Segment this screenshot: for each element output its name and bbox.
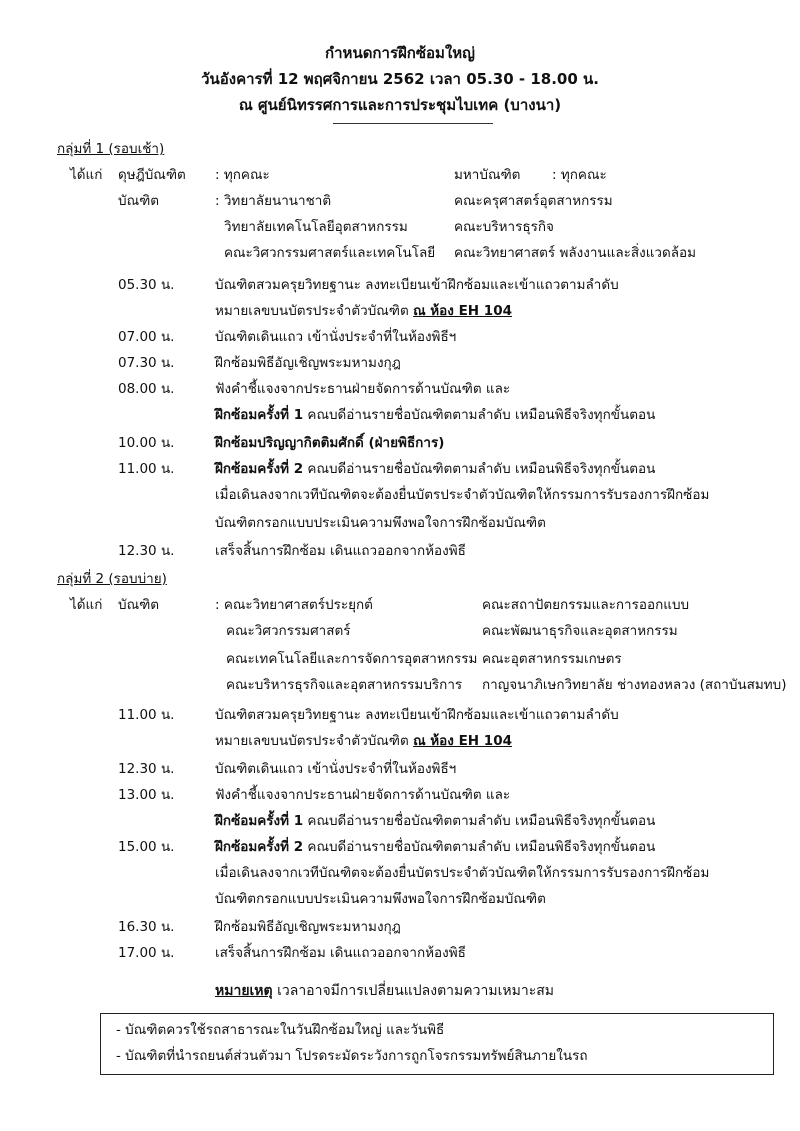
g1-time-1000: 10.00 น.	[118, 435, 175, 451]
g1-time-1230: 12.30 น.	[118, 543, 175, 559]
g2-rehearsal-2-label: ฝึกซ้อมครั้งที่ 2	[215, 839, 304, 855]
g1-time-0700: 07.00 น.	[118, 329, 175, 345]
g1-desc-1100-line1	[215, 460, 655, 478]
group1-to-label: ได้แก่	[70, 167, 103, 183]
g1-desc-1000: ฝึกซ้อมปริญญากิตติมศักดิ์ (ฝ่ายพิธีการ)	[215, 435, 445, 451]
g2-time-1500: 15.00 น.	[118, 839, 175, 855]
group2-faculty-left-2: คณะวิศวกรรมศาสตร์	[226, 623, 351, 639]
group2-bachelor-label: บัณฑิต	[118, 597, 160, 613]
g2-desc-1230: บัณฑิตเดินแถว เข้านั่งประจำที่ในห้องพิธีฯ	[215, 761, 457, 777]
g2-time-1230: 12.30 น.	[118, 761, 175, 777]
group1-faculty-left-3: คณะวิศวกรรมศาสตร์และเทคโนโลยี	[224, 245, 436, 261]
g1-desc-0800-line2	[215, 406, 655, 424]
group2-faculty-right-4: กาญจนาภิเษกวิทยาลัย ช่างทองหลวง (สถาบันสมทบ)	[482, 677, 787, 693]
date-line: วันอังคารที่ 12 พฤศจิกายน 2562 เวลา 05.30 - 18.00 น.	[201, 70, 599, 88]
group1-doctoral-value: : ทุกคณะ	[215, 167, 270, 183]
g2-room-eh104: ณ ห้อง EH 104	[413, 733, 512, 749]
g1-desc-0730: ฝึกซ้อมพิธีอัญเชิญพระมหามงกุฎ	[215, 355, 401, 371]
venue-line: ณ ศูนย์นิทรรศการและการประชุมไบเทค (บางนา)	[238, 96, 562, 114]
g2-time-1100: 11.00 น.	[118, 707, 175, 723]
g2-desc-1500-line1	[215, 838, 655, 856]
remark-text: เวลาอาจมีการเปลี่ยนแปลงตามความเหมาะสม	[272, 983, 554, 999]
g2-desc-1700: เสร็จสิ้นการฝึกซ้อม เดินแถวออกจากห้องพิธี	[215, 945, 466, 961]
g1-time-0730: 07.30 น.	[118, 355, 175, 371]
group1-heading: กลุ่มที่ 1 (รอบเช้า)	[57, 141, 165, 157]
group2-faculty-right-3: คณะอุตสาหกรรมเกษตร	[482, 651, 622, 667]
group1-faculty-right-1: คณะครุศาสตร์อุตสาหกรรม	[454, 193, 613, 209]
note-1: - บัณฑิตควรใช้รถสาธารณะในวันฝึกซ้อมใหญ่ และวันพิธี	[116, 1022, 445, 1038]
group1-faculty-left-1: : วิทยาลัยนานาชาติ	[215, 193, 332, 209]
g2-desc-1100-line2-text: หมายเลขบนบัตรประจำตัวบัณฑิต	[215, 733, 414, 749]
group1-master-value: : ทุกคณะ	[552, 167, 607, 183]
g2-desc-1100-line2	[215, 732, 512, 750]
group1-master-label: มหาบัณฑิต	[454, 167, 521, 183]
group2-faculty-left-3: คณะเทคโนโลยีและการจัดการอุตสาหกรรม	[226, 651, 478, 667]
g1-desc-1100-line3: บัณฑิตกรอกแบบประเมินความพึงพอใจการฝึกซ้อมบัณฑิต	[215, 515, 546, 531]
g1-rehearsal-2-label: ฝึกซ้อมครั้งที่ 2	[215, 461, 304, 477]
group2-to-label: ได้แก่	[70, 597, 103, 613]
g2-desc-1100-line1: บัณฑิตสวมครุยวิทยฐานะ ลงทะเบียนเข้าฝึกซ้อมและเข้าแถวตามลำดับ	[215, 707, 619, 723]
group2-heading: กลุ่มที่ 2 (รอบบ่าย)	[57, 571, 167, 587]
g1-desc-0530-line2	[215, 302, 512, 320]
g2-rehearsal-2-text: คณบดีอ่านรายชื่อบัณฑิตตามลำดับ เหมือนพิธีจริงทุกขั้นตอน	[303, 839, 656, 855]
document-title: กำหนดการฝึกซ้อมใหญ่	[325, 44, 475, 62]
group2-faculty-right-1: คณะสถาปัตยกรรมและการออกแบบ	[482, 597, 690, 613]
group2-faculty-right-2: คณะพัฒนาธุรกิจและอุตสาหกรรม	[482, 623, 678, 639]
group1-doctoral-label: ดุษฎีบัณฑิต	[118, 167, 186, 183]
g2-desc-1300-line1: ฟังคำชี้แจงจากประธานฝ่ายจัดการด้านบัณฑิต และ	[215, 787, 511, 803]
g1-desc-0530-line2-text: หมายเลขบนบัตรประจำตัวบัณฑิต	[215, 303, 414, 319]
g2-desc-1300-line2	[215, 812, 655, 830]
g1-time-0800: 08.00 น.	[118, 381, 175, 397]
g2-time-1300: 13.00 น.	[118, 787, 175, 803]
note-2: - บัณฑิตที่นำรถยนต์ส่วนตัวมา โปรดระมัดระวังการถูกโจรกรรมทรัพย์สินภายในรถ	[116, 1048, 588, 1064]
group1-faculty-right-2: คณะบริหารธุรกิจ	[454, 219, 554, 235]
remark-line	[215, 982, 554, 1000]
g1-rehearsal-1-label: ฝึกซ้อมครั้งที่ 1	[215, 407, 304, 423]
g2-rehearsal-1-text: คณบดีอ่านรายชื่อบัณฑิตตามลำดับ เหมือนพิธีจริงทุกขั้นตอน	[303, 813, 656, 829]
g1-desc-1230: เสร็จสิ้นการฝึกซ้อม เดินแถวออกจากห้องพิธี	[215, 543, 466, 559]
header-divider	[333, 123, 493, 124]
g2-time-1630: 16.30 น.	[118, 919, 175, 935]
g1-time-0530: 05.30 น.	[118, 277, 175, 293]
g1-rehearsal-1-text: คณบดีอ่านรายชื่อบัณฑิตตามลำดับ เหมือนพิธีจริงทุกขั้นตอน	[303, 407, 656, 423]
group1-bachelor-label: บัณฑิต	[118, 193, 160, 209]
g1-rehearsal-2-text: คณบดีอ่านรายชื่อบัณฑิตตามลำดับ เหมือนพิธีจริงทุกขั้นตอน	[303, 461, 656, 477]
remark-label: หมายเหตุ	[215, 983, 273, 999]
g2-rehearsal-1-label: ฝึกซ้อมครั้งที่ 1	[215, 813, 304, 829]
g1-time-1100: 11.00 น.	[118, 461, 175, 477]
g1-room-eh104: ณ ห้อง EH 104	[413, 303, 512, 319]
g1-desc-0800-line1: ฟังคำชี้แจงจากประธานฝ่ายจัดการด้านบัณฑิต และ	[215, 381, 511, 397]
g2-desc-1630: ฝึกซ้อมพิธีอัญเชิญพระมหามงกุฎ	[215, 919, 401, 935]
g2-desc-1500-line3: บัณฑิตกรอกแบบประเมินความพึงพอใจการฝึกซ้อมบัณฑิต	[215, 891, 546, 907]
g1-desc-0530-line1: บัณฑิตสวมครุยวิทยฐานะ ลงทะเบียนเข้าฝึกซ้อมและเข้าแถวตามลำดับ	[215, 277, 619, 293]
g2-time-1700: 17.00 น.	[118, 945, 175, 961]
g1-desc-1100-line2: เมื่อเดินลงจากเวทีบัณฑิตจะต้องยื่นบัตรประจำตัวบัณฑิตให้กรรมการรับรองการฝึกซ้อม	[215, 487, 710, 503]
group1-faculty-left-2: วิทยาลัยเทคโนโลยีอุตสาหกรรม	[224, 219, 408, 235]
group1-faculty-right-3: คณะวิทยาศาสตร์ พลังงานและสิ่งแวดล้อม	[454, 245, 697, 261]
g2-desc-1500-line2: เมื่อเดินลงจากเวทีบัณฑิตจะต้องยื่นบัตรประจำตัวบัณฑิตให้กรรมการรับรองการฝึกซ้อม	[215, 865, 710, 881]
group2-faculty-left-4: คณะบริหารธุรกิจและอุตสาหกรรมบริการ	[226, 677, 463, 693]
g1-desc-0700: บัณฑิตเดินแถว เข้านั่งประจำที่ในห้องพิธีฯ	[215, 329, 457, 345]
group2-faculty-left-1: : คณะวิทยาศาสตร์ประยุกต์	[215, 597, 373, 613]
